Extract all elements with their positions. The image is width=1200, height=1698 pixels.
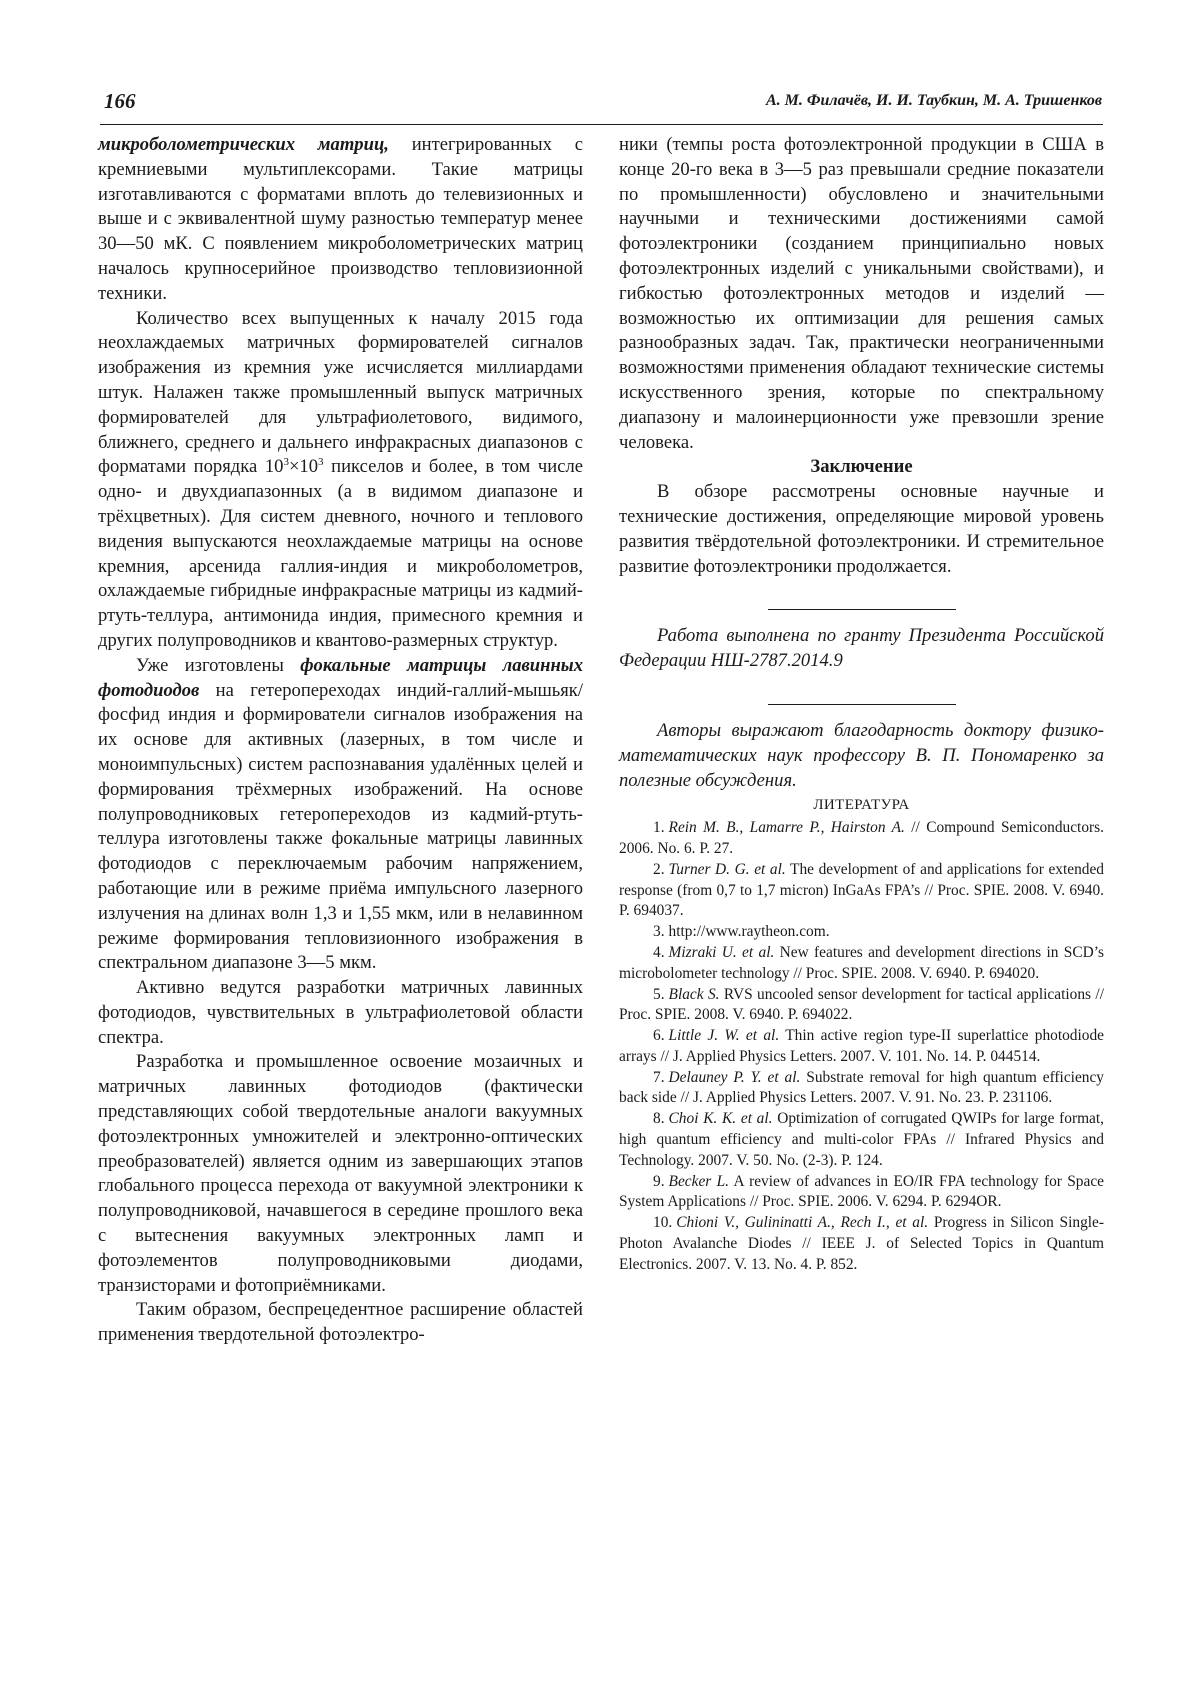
reference-item	[619, 1068, 1104, 1110]
paragraph	[98, 133, 583, 307]
paragraph-text: интегрированных с кремниевыми мультиплексорами. Такие матрицы изготавливаются с форматами вплоть до телевизионных и выше и с эквивалентной шуму разностью температур менее 30—50 мК. С появлением микроболометрических матриц началось крупносерийное производство тепловизионной техники.	[98, 134, 583, 304]
reference-item	[619, 985, 1104, 1027]
bold-term: микроболометрических матриц,	[98, 134, 389, 155]
reference-list	[619, 818, 1104, 1276]
reference-text: Progress in Silicon Single-Photon Avalanche Diodes // IEEE J. of Selected Topics in Quantum Electronics. 2007. V. 13. No. 4. P. 852.	[619, 1214, 1104, 1273]
reference-number: 3.	[653, 923, 665, 941]
conclusion-paragraph: В обзоре рассмотрены основные научные и технические достижения, определяющие мировой уровень развития твёрдотельной фотоэлектроники. И стремительное развитие фотоэлектроники продолжается.	[619, 481, 1104, 577]
reference-number: 4.	[653, 943, 665, 961]
reference-item	[619, 1109, 1104, 1171]
reference-authors: Rein M. B., Lamarre P., Hairston A.	[668, 819, 905, 837]
reference-number: 6.	[653, 1027, 665, 1045]
reference-text: RVS uncooled sensor development for tactical applications // Proc. SPIE. 2008. V. 6940. P. 694022.	[619, 985, 1104, 1024]
reference-text: // Compound Semiconductors. 2006. No. 6. P. 27.	[619, 819, 1104, 857]
reference-authors: Mizraki U. et al.	[668, 943, 775, 961]
reference-text: Optimization of corrugated QWIPs for large format, high quantum efficiency and multi-color FPAs // Infrared Physics and Technology. 2007. V. 50. No. (2-3). P. 124.	[619, 1110, 1104, 1169]
reference-item	[619, 1172, 1104, 1214]
reference-authors: Choi K. K. et al.	[668, 1110, 773, 1128]
running-head-authors: А. М. Филачёв, И. И. Таубкин, М. А. Тришенков	[765, 92, 1102, 109]
paragraph: ники (темпы роста фотоэлектронной продукции в США в конце 20-го века в 3—5 раз превышали средние показатели по промышленности) обусловлено и значительными научными и техническими достижениями самой фотоэлектроники (созданием принципиально новых фотоэлектронных изделий с уникальными свойствами), и гибкостью фотоэлектронных методов и изделий — возможностью их оптимизации для решения самых разнообразных задач. Так, практически неограниченными возможностями применения обладают технические системы искусственного зрения, которые по спектральному диапазону и малоинерционности уже превзошли зрение человека.	[619, 134, 1104, 453]
reference-number: 7.	[653, 1068, 665, 1086]
paragraph: Активно ведутся разработки матричных лавинных фотодиодов, чувствительных в ультрафиолетовой области спектра.	[98, 977, 583, 1048]
conclusion-heading: Заключение	[810, 456, 913, 478]
left-column	[98, 133, 583, 1348]
reference-number: 5.	[653, 985, 665, 1003]
separator-rule	[768, 609, 956, 610]
header-rule	[100, 124, 1103, 125]
paragraph-text: на гетеропереходах индий-галлий-мышьяк/фосфид индия и формирователи сигналов изображения на их основе для активных (лазерных, в том числе и моноимпульсных) систем распознавания удалённых целей и формирования трёхмерных изображений. На основе полупроводниковых гетеропереходов из кадмий-ртуть-теллура изготовлены также фокальные матрицы лавинных фотодиодов с переключаемым рабочим напряжением, работающие или в режиме приёма импульсного лазерного излучения на длинах волн 1,3 и 1,55 мкм, или в нелавинном режиме формирования тепловизионного изображения в спектральном диапазоне 3—5 мкм.	[98, 679, 583, 974]
paragraph-text: Уже изготовлены	[136, 654, 301, 676]
reference-authors: Chioni V., Gulininatti A., Rech I., et al.	[676, 1214, 929, 1232]
reference-item	[619, 818, 1104, 860]
page-number: 166	[104, 89, 136, 113]
reference-authors: Little J. W. et al.	[668, 1027, 780, 1045]
reference-number: 8.	[653, 1110, 665, 1128]
reference-authors: Becker L.	[668, 1172, 729, 1190]
reference-text: New features and development directions in SCD’s microbolometer technology // Proc. SPIE. 2008. V. 6940. P. 694020.	[619, 943, 1105, 982]
reference-item	[619, 860, 1104, 922]
bold-term: фокальные матрицы лавинных фотодиодов	[98, 654, 583, 701]
right-column	[619, 133, 1104, 1276]
reference-item	[619, 922, 1104, 943]
references-heading: ЛИТЕРАТУРА	[813, 797, 910, 814]
paragraph-text: пикселов и более, в том числе одно- и двухдиапазонных (а в видимом диапазоне и трёхцветных). Для систем дневного, ночного и теплового видения выпускаются неохлаждаемые матрицы на основе кремния, арсенида галлия-индия и микроболометров, охлаждаемые гибридные инфракрасные матрицы из кадмий-ртуть-теллура, антимонида индия, примесного кремния и других полупроводников и квантово-размерных структур.	[98, 456, 583, 651]
paragraph-text: ×10	[288, 456, 319, 478]
reference-number: 9.	[653, 1172, 665, 1190]
paragraph	[98, 654, 583, 976]
reference-item	[619, 1026, 1104, 1068]
reference-text: Thin active region type-II superlattice photodiode arrays // J. Applied Physics Letters. 2007. V. 101. No. 14. P. 044514.	[619, 1027, 1105, 1065]
reference-authors: Delauney P. Y. et al.	[668, 1068, 801, 1086]
paragraph: Разработка и промышленное освоение мозаичных и матричных лавинных фотодиодов (фактически представляющих собой твердотельные аналоги вакуумных фотоэлектронных умножителей и электронно-оптических преобразователей) является одним из завершающих этапов глобального процесса перехода от вакуумной электроники к полупроводниковой, начавшегося в середине прошлого века с вытеснения вакуумных электронных ламп и фотоэлементов полупроводниковыми диодами, транзисторами и фотоприёмниками.	[98, 1051, 583, 1296]
separator-rule	[768, 704, 956, 705]
superscript: 3	[318, 456, 324, 469]
paragraph	[98, 307, 583, 654]
reference-item	[619, 1213, 1104, 1275]
acknowledgement: Авторы выражают благодарность доктору физико-математических наук профессору В. П. Пономаренко за полезные обсуждения.	[619, 719, 1104, 791]
reference-text: The development of and applications for extended response (from 0,7 to 1,7 micron) InGaAs FPA’s // Proc. SPIE. 2008. V. 6940. P. 694037.	[619, 860, 1105, 920]
reference-authors: Turner D. G. et al.	[668, 860, 786, 878]
reference-text: Substrate removal for high quantum efficiency back side // J. Applied Physics Letters. 2007. V. 91. No. 23. P. 231106.	[619, 1068, 1104, 1107]
reference-authors: Black S.	[668, 985, 720, 1003]
paragraph-text: Количество всех выпущенных к началу 2015 года неохлаждаемых матричных формирователей сигналов изображения из кремния уже исчисляется миллиардами штук. Налажен также промышленный выпуск матричных формирователей для ультрафиолетового, видимого, ближнего, среднего и дальнего инфракрасных диапазонов с форматами порядка 10	[98, 307, 583, 478]
superscript: 3	[283, 456, 289, 469]
reference-number: 2.	[653, 860, 665, 878]
paragraph: Таким образом, беспрецедентное расширение областей применения твердотельной фотоэлектро-	[98, 1299, 583, 1346]
reference-item	[619, 943, 1104, 985]
reference-number: 10.	[653, 1214, 673, 1232]
reference-text: A review of advances in EO/IR FPA technology for Space System Applications // Proc. SPIE. 2006. V. 6294. P. 6294OR.	[619, 1172, 1104, 1211]
reference-text: http://www.raytheon.com.	[668, 923, 830, 941]
reference-number: 1.	[653, 819, 665, 837]
grant-note: Работа выполнена по гранту Президента Российской Федерации НШ-2787.2014.9	[619, 625, 1104, 672]
